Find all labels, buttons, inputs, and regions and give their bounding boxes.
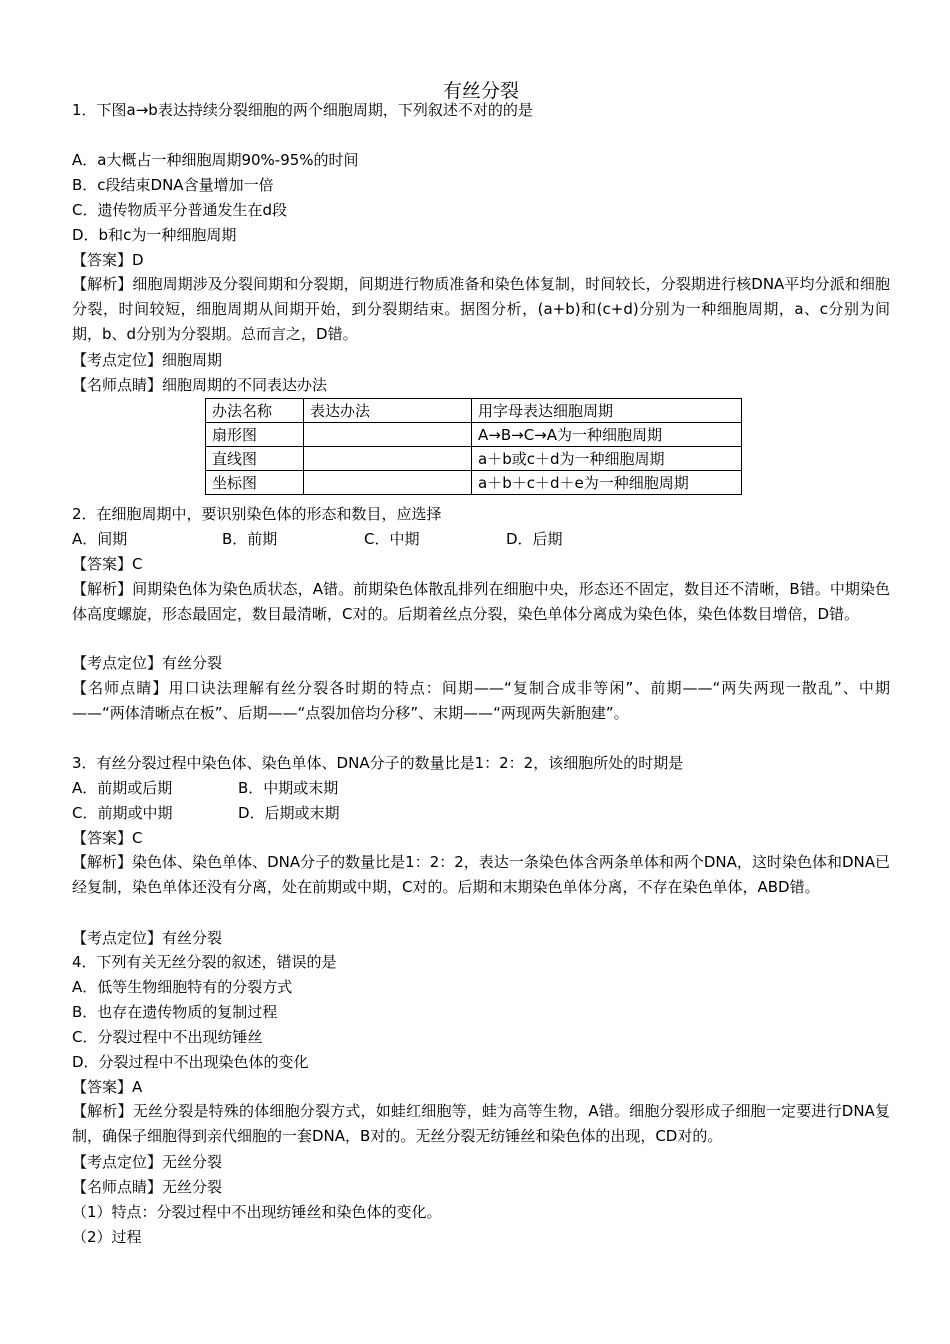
- q2-option-a: A．间期: [72, 530, 128, 548]
- q3-option-c: C．前期或中期: [72, 804, 173, 822]
- q2-option-b: B．前期: [222, 530, 278, 548]
- q1-teacher: 【名师点睛】细胞周期的不同表达办法: [72, 376, 328, 394]
- q1-option-c: C．遗传物质平分普通发生在d段: [72, 201, 287, 219]
- q3-answer: 【答案】C: [72, 829, 143, 847]
- q4-teacher: 【名师点睛】无丝分裂: [72, 1178, 223, 1196]
- q2-option-d: D．后期: [506, 530, 563, 548]
- q1-stem: 1．下图a→b表达持续分裂细胞的两个细胞周期，下列叙述不对的的是: [72, 101, 533, 119]
- q2-stem: 2．在细胞周期中，要识别染色体的形态和数目，应选择: [72, 505, 442, 523]
- table-row: [206, 447, 742, 471]
- table-cell: 坐标图: [206, 471, 304, 495]
- table-header-row: [206, 399, 742, 423]
- q4-answer: 【答案】A: [72, 1078, 143, 1096]
- document-title: 有丝分裂: [442, 80, 519, 102]
- table-cell: 直线图: [206, 447, 304, 471]
- table-cell: 扇形图: [206, 423, 304, 447]
- q1-analysis: 【解析】细胞周期涉及分裂间期和分裂期，间期进行物质准备和染色体复制，时间较长，分裂期进行核DNA平均分派和细胞分裂，时间较短，细胞周期从间期开始，到分裂期结束。据图分析，(a+b)和(c+d)分别为一种细胞周期，a、c分别为间期，b、d分别为分裂期。总而言之，D错。: [72, 275, 890, 343]
- q1-option-a: A．a大概占一种细胞周期90%-95%的时间: [72, 151, 359, 169]
- q3-options-row1: [72, 778, 338, 798]
- q3-analysis: 【解析】染色体、染色单体、DNA分子的数量比是1：2：2，表达一条染色体含两条单体和两个DNA，这时染色体和DNA已经复制，染色单体还没有分离，处在前期或中期，C对的。后期和末期染色单体分离，不存在染色单体，ABD错。: [72, 853, 890, 896]
- q4-stem: 4．下列有关无丝分裂的叙述，错误的是: [72, 953, 337, 971]
- table-cell: [304, 423, 472, 447]
- table-header: 用字母表达细胞周期: [472, 399, 742, 423]
- q2-teacher: 【名师点睛】用口诀法理解有丝分裂各时期的特点：间期——“复制合成非等闲”、前期——“两失两现一散乱”、中期——“两体清晰点在板”、后期——“点裂加倍均分移”、末期——“两现两失新胞建”。: [72, 679, 890, 722]
- q4-option-c: C．分裂过程中不出现纺锤丝: [72, 1028, 263, 1046]
- q4-option-d: D．分裂过程中不出现染色体的变化: [72, 1053, 309, 1071]
- q3-options-row2: [72, 803, 340, 823]
- q1-point: 【考点定位】细胞周期: [72, 351, 223, 369]
- q3-point: 【考点定位】有丝分裂: [72, 929, 223, 947]
- q4-option-a: A．低等生物细胞特有的分裂方式: [72, 978, 293, 996]
- q4-extra-feature: （1）特点：分裂过程中不出现纺锤丝和染色体的变化。: [72, 1203, 442, 1221]
- q3-option-a: A．前期或后期: [72, 779, 173, 797]
- q1-option-b: B．c段结束DNA含量增加一倍: [72, 176, 274, 194]
- table-cell: a＋b或c＋d为一种细胞周期: [472, 447, 742, 471]
- q2-answer: 【答案】C: [72, 555, 143, 573]
- table-cell: A→B→C→A为一种细胞周期: [472, 423, 742, 447]
- q4-analysis: 【解析】无丝分裂是特殊的体细胞分裂方式，如蛙红细胞等，蛙为高等生物，A错。细胞分裂形成子细胞一定要进行DNA复制，确保子细胞得到亲代细胞的一套DNA，B对的。无丝分裂无纺锤丝和染色体的出现，CD对的。: [72, 1102, 890, 1145]
- q4-option-b: B．也存在遗传物质的复制过程: [72, 1003, 278, 1021]
- q1-answer: 【答案】D: [72, 251, 144, 269]
- table-row: [206, 471, 742, 495]
- table-header: 办法名称: [206, 399, 304, 423]
- table-cell: [304, 471, 472, 495]
- q1-option-d: D．b和c为一种细胞周期: [72, 226, 237, 244]
- q3-stem: 3．有丝分裂过程中染色体、染色单体、DNA分子的数量比是1：2：2，该细胞所处的时期是: [72, 754, 684, 772]
- q2-point: 【考点定位】有丝分裂: [72, 654, 223, 672]
- table-cell: a＋b＋c＋d＋e为一种细胞周期: [472, 471, 742, 495]
- table-row: [206, 423, 742, 447]
- table-cell: [304, 447, 472, 471]
- q4-extra-process: （2）过程: [72, 1228, 142, 1246]
- q3-option-d: D．后期或末期: [238, 804, 340, 822]
- q3-option-b: B．中期或末期: [238, 779, 339, 797]
- q2-analysis: 【解析】间期染色体为染色质状态，A错。前期染色体散乱排列在细胞中央，形态还不固定，数目还不清晰，B错。中期染色体高度螺旋，形态最固定，数目最清晰，C对的。后期着丝点分裂，染色单体分离成为染色体，染色体数目增倍，D错。: [72, 580, 890, 623]
- q2-options: [72, 529, 563, 549]
- q4-point: 【考点定位】无丝分裂: [72, 1153, 223, 1171]
- cell-cycle-table: [205, 398, 742, 495]
- table-header: 表达办法: [304, 399, 472, 423]
- q2-option-c: C．中期: [364, 530, 420, 548]
